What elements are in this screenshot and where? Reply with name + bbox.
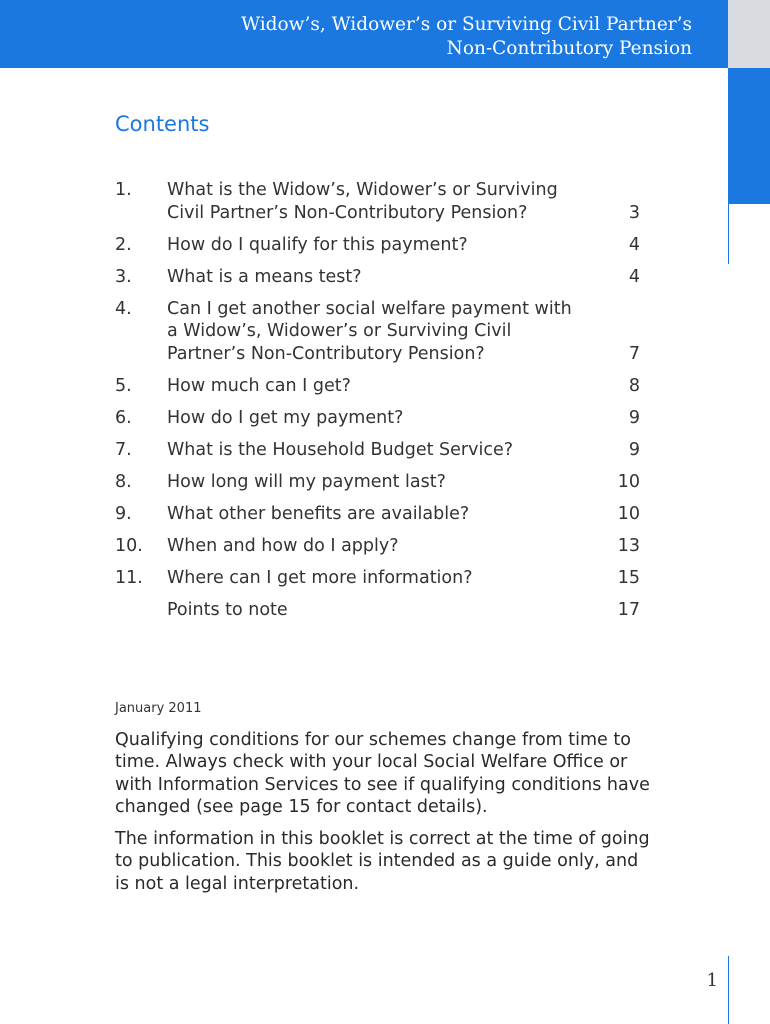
toc-item-title [167,567,600,590]
toc-item[interactable] [115,298,640,366]
header-bar [0,0,728,68]
toc-item-title [167,234,600,257]
toc-item-title-line: Can I get another social welfare payment with [167,298,572,319]
toc-item[interactable] [115,407,640,430]
toc-item-title-line: Partner’s Non-Contributory Pension? [167,343,485,364]
toc-item[interactable] [115,234,640,257]
toc-item-page: 9 [628,439,640,460]
toc-item-number: 5. [115,375,132,396]
toc-item-title [167,179,600,224]
toc-item-title [167,266,600,289]
toc-item-number: 3. [115,266,132,287]
publication-date: January 2011 [115,701,202,716]
paragraph-line: Qualifying conditions for our schemes change from time to [115,730,631,750]
toc-item-title-line: How do I qualify for this payment? [167,234,468,255]
toc-item-title [167,298,600,366]
toc-item-page: 17 [617,599,640,620]
toc-item-page: 13 [617,535,640,556]
toc-item-number: 8. [115,471,132,492]
toc-item-title [167,599,600,622]
toc-item-title-line: When and how do I apply? [167,535,399,556]
toc-item-title-line: What is the Household Budget Service? [167,439,514,460]
toc-item-title [167,471,600,494]
toc-item-title [167,535,600,558]
paragraph-line: time. Always check with your local Social Welfare Office or [115,752,628,773]
toc-item[interactable] [115,471,640,494]
side-tab-grey [728,0,770,68]
toc-item-title-line: Civil Partner’s Non-Contributory Pension? [167,202,528,223]
toc-item-title [167,439,600,462]
toc-item-title [167,503,600,526]
toc-item-page: 15 [617,567,640,588]
toc-item-page: 4 [628,234,640,255]
toc-item-title-line: What other benefits are available? [167,503,470,524]
document-title-line-1: Widow’s, Widower’s or Surviving Civil Partner’s [241,14,692,35]
page-number: 1 [706,970,718,991]
toc-item-page: 10 [617,471,640,492]
toc-item[interactable] [115,567,640,590]
toc-item-page: 9 [628,407,640,428]
toc-item-title-line: How much can I get? [167,375,351,396]
toc-item-page: 7 [628,343,640,364]
toc-item-page: 3 [628,202,640,223]
toc-item-number: 1. [115,180,132,200]
toc-item-number: 6. [115,407,132,428]
toc-item-number: 4. [115,298,132,319]
toc-item[interactable] [115,266,640,289]
toc-item-page: 8 [628,375,640,396]
side-tab-rule [728,204,729,264]
paragraph-line: with Information Services to see if qualifying conditions have [115,774,650,795]
toc-item-title [167,407,600,430]
qualifying-conditions-paragraph [115,729,715,818]
toc-item-title-line: How do I get my payment? [167,407,404,428]
toc-item[interactable] [115,439,640,462]
toc-item-number: 11. [115,567,143,588]
toc-item-title-line: What is a means test? [167,266,362,287]
paragraph-line: The information in this booklet is correct at the time of going [115,829,650,849]
side-tab-blue [728,68,770,204]
toc-item-title-line: What is the Widow’s, Widower’s or Surviving [167,180,558,200]
toc-item[interactable] [115,535,640,558]
toc-item-title-line: a Widow’s, Widower’s or Surviving Civil [167,321,512,341]
toc-item-number: 9. [115,503,132,524]
toc-item-title-line: Where can I get more information? [167,567,473,588]
contents-heading: Contents [115,112,210,136]
toc-item[interactable] [115,503,640,526]
page-edge-rule [728,956,729,1024]
paragraph-line: changed (see page 15 for contact details). [115,796,488,817]
disclaimer-paragraph [115,828,715,895]
paragraph-line: to publication. This booklet is intended as a guide only, and [115,851,639,872]
toc-item-page: 4 [628,266,640,287]
document-title-line-2: Non-Contributory Pension [446,38,692,59]
toc-item-number: 7. [115,439,132,460]
toc-item-number: 10. [115,535,143,556]
toc-item-title-line: Points to note [167,599,288,620]
toc-item-title [167,375,600,398]
toc-item-title-line: How long will my payment last? [167,471,446,492]
toc-item[interactable] [115,375,640,398]
toc-item-number: 2. [115,234,132,255]
paragraph-line: is not a legal interpretation. [115,873,360,894]
document-title [241,13,692,61]
toc-item[interactable] [115,599,640,622]
toc-item-page: 10 [617,503,640,524]
toc-item[interactable] [115,179,640,224]
table-of-contents [115,179,640,631]
